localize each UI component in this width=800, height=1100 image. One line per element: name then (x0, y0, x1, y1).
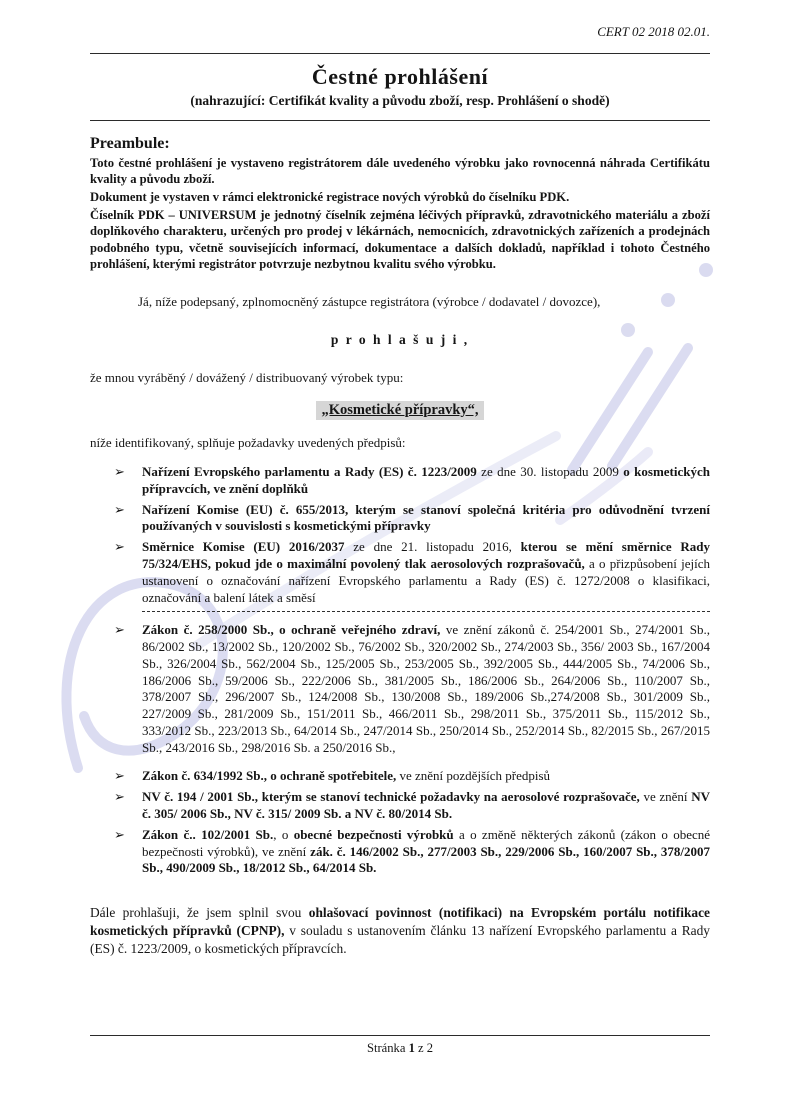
page-number (90, 1036, 710, 1056)
text-segment: ve znění (639, 788, 692, 804)
list-item-text (142, 622, 710, 755)
declarant-line: Já, níže podepsaný, zplnomocněný zástupce registrátora (výrobce / dodavatel / dovozce), (138, 293, 601, 309)
list-item-text (142, 827, 710, 876)
text-segment: ve znění pozdějších předpisů (396, 768, 551, 784)
list-item (114, 464, 710, 498)
text-segment: z 2 (414, 1041, 434, 1055)
text-segment: zák. č. 146/2002 Sb., 277/2003 Sb., 229/2006 Sb., 160/2007 Sb., 378/2007 Sb., 490/2009 Sb., 18/2012 Sb., 64/2014 Sb. (142, 843, 711, 876)
preamble-paragraph: Dokument je vystaven v rámci elektronické registrace nových výrobků do číselníku PDK. (90, 190, 570, 205)
product-name-line (90, 401, 710, 420)
closing-paragraph (90, 904, 710, 957)
text-segment: kterou se mění směrnice Rady 75/324/EHS, pokud jde o maximální povolený tlak aerosolových rozprašovačů, (142, 539, 710, 572)
text-segment: ze dne 21. listopadu 2016, (344, 539, 521, 555)
list-item-text (142, 539, 710, 605)
page-footer (90, 1035, 710, 1056)
list-item-text (142, 464, 710, 496)
text-segment: obecné bezpečnosti výrobků (293, 826, 454, 842)
document-code: CERT 02 2018 02.01. (597, 24, 710, 39)
text-segment: Zákon č. 634/1992 Sb., o ochraně spotřebitele, (142, 768, 397, 784)
list-item (114, 789, 710, 823)
text-segment: Zákon č.. 102/2001 Sb. (142, 826, 274, 842)
arrow-bullet-icon: ➢ (114, 621, 125, 637)
text-segment: , o (273, 826, 294, 842)
page-title: Čestné prohlášení (311, 64, 489, 89)
text-segment: NV č. 194 / 2001 Sb., kterým se stanoví technické požadavky na aerosolové rozprašovače, (142, 788, 640, 804)
text-segment: a o přizpůsobení jejích ustanovení o označování nařízení Evropského parlamentu a Rady (ES) č. 1272/2008 o klasifikaci, označování a balení látek a směsí (142, 556, 710, 605)
text-segment: ohlašovací povinnost (notifikaci) na Evropském portálu notifikace kosmetických přípravků (CPNP), (90, 905, 710, 939)
text-segment: Zákon č. 258/2000 Sb., o ochraně veřejného zdraví, (142, 621, 441, 637)
page-subtitle: (nahrazující: Certifikát kvality a původu zboží, resp. Prohlášení o shodě) (190, 93, 610, 108)
preamble-paragraph: Toto čestné prohlášení je vystaveno registrátorem dále uvedeného výrobku jako rovnocenná náhrada Certifikátu kvality a původu zboží. (90, 156, 710, 187)
arrow-bullet-icon: ➢ (114, 768, 125, 784)
product-name-highlight: „Kosmetické přípravky“, (316, 401, 483, 420)
regulation-list (114, 464, 710, 878)
top-divider (90, 53, 710, 54)
arrow-bullet-icon: ➢ (114, 788, 125, 804)
text-segment: ze dne 30. listopadu 2009 (476, 463, 624, 479)
text-segment: Dále prohlašuji, že jsem splnil svou (90, 905, 309, 921)
list-item (114, 768, 710, 785)
arrow-bullet-icon: ➢ (114, 539, 125, 555)
arrow-bullet-icon: ➢ (114, 826, 125, 842)
list-item-text (142, 789, 710, 821)
text-segment: Stránka (366, 1041, 409, 1055)
preamble-paragraph: Číselník PDK – UNIVERSUM je jednotný číselník zejména léčivých přípravků, zdravotnického materiálu a zboží doplňkového charakteru, určených pro prodej v lékárnách, nemocnicích, zdravotnických zařízeních a prodejnách podobného typu, včetně souvisejících informací, dokumentace a dalších dokladů, například i tohoto Čestného prohlášení, kterými registrátor potvrzuje nezbytnou kvalitu svého výrobku. (90, 208, 710, 271)
preamble-heading: Preambule: (90, 135, 170, 152)
text-segment: 1 (408, 1041, 415, 1055)
text-segment: NV č. 305/ 2006 Sb., NV č. 315/ 2009 Sb. a NV č. 80/2014 Sb. (142, 788, 711, 821)
list-item (114, 622, 710, 757)
list-item-text (142, 768, 550, 783)
text-segment: Směrnice Komise (EU) 2016/2037 (142, 539, 345, 555)
dashed-divider (142, 611, 710, 612)
list-item-text (142, 502, 710, 534)
text-segment: a o změně některých zákonů (zákon o obecné bezpečnosti výrobků), ve znění (142, 826, 711, 859)
text-segment: v souladu s ustanovením článku 13 nařízení Evropského parlamentu a Rady (ES) č. 1223/2009, o kosmetických přípravcích. (90, 923, 710, 956)
declaration-word: p r o h l a š u j i , (330, 331, 470, 347)
product-type-line: že mnou vyráběný / dovážený / distribuovaný výrobek typu: (90, 369, 404, 385)
list-item (114, 539, 710, 607)
arrow-bullet-icon: ➢ (114, 501, 125, 517)
text-segment: o kosmetických přípravcích, ve znění doplňků (142, 463, 710, 496)
list-item (114, 502, 710, 536)
text-segment: ve znění zákonů č. 254/2001 Sb., 274/2001 Sb., 86/2002 Sb., 13/2002 Sb., 120/2002 Sb., 76/2002 Sb., 320/2002 Sb., 274/2003 Sb., 356/ 2003 Sb., 167/2004 Sb., 326/2004 Sb., 562/2004 Sb., 125/2005 Sb., 253/2005 Sb., 392/2005 Sb., 444/2005 Sb., 74/2006 Sb., 186/2006 Sb., 59/2006 Sb., 222/2006 Sb., 381/2005 Sb., 186/2006 Sb., 264/2006 Sb., 110/2007 Sb., 378/2007 Sb., 296/2007 Sb., 124/2008 Sb., 130/2008 Sb., 189/2006 Sb.,274/2008 Sb., 301/2009 Sb., 227/2009 Sb., 281/2009 Sb., 151/2011 Sb., 466/2011 Sb., 298/2011 Sb., 375/2011 Sb., 115/2012 Sb., 333/2012 Sb., 223/2013 Sb., 64/2014 Sb., 247/2014 Sb., 250/2014 Sb., 252/2014 Sb., 82/2015 Sb., 267/2015 Sb., 243/2016 Sb., 298/2016 Sb. a 250/2016 Sb., (142, 621, 710, 756)
text-segment: Nařízení Evropského parlamentu a Rady (ES) č. 1223/2009 (142, 463, 477, 479)
title-divider (90, 120, 710, 121)
arrow-bullet-icon: ➢ (114, 463, 125, 479)
requirements-intro-line: níže identifikovaný, splňuje požadavky uvedených předpisů: (90, 434, 406, 450)
list-item (114, 827, 710, 878)
text-segment: Nařízení Komise (EU) č. 655/2013, kterým se stanoví společná kritéria pro odůvodnění tvrzení používaných v souvislosti s kosmetickými přípravky (142, 501, 710, 534)
